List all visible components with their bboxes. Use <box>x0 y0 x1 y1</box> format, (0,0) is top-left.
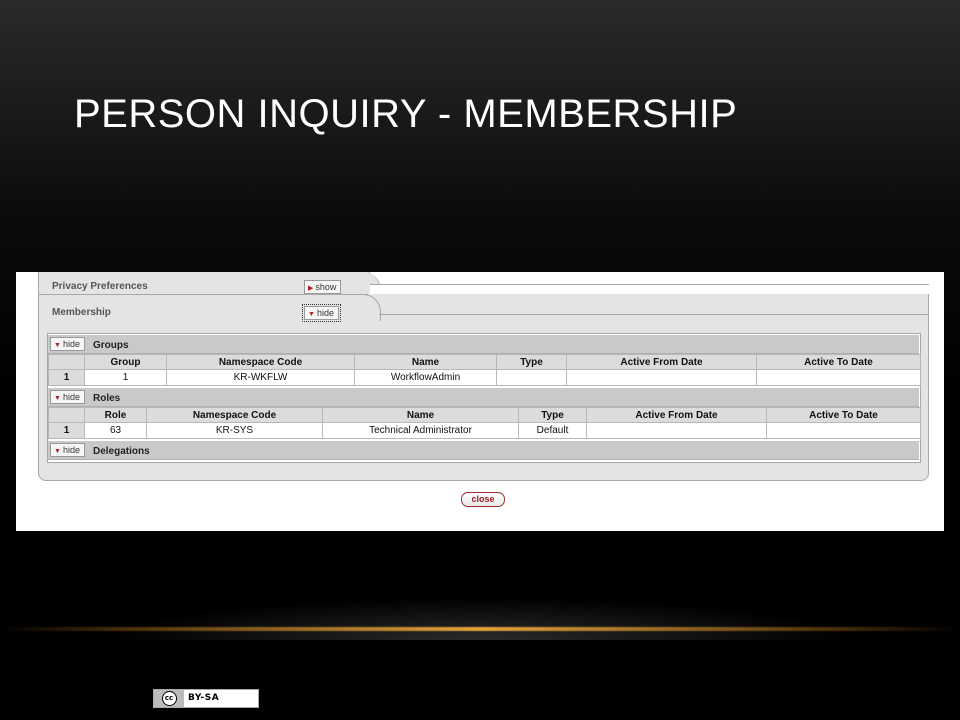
column-header: Name <box>355 355 497 370</box>
close-button[interactable]: close <box>461 492 505 507</box>
privacy-show-label: show <box>315 282 337 292</box>
groups-table <box>48 354 921 386</box>
name-cell: Technical Administrator <box>323 423 519 439</box>
column-header: Active From Date <box>587 408 767 423</box>
column-header: Namespace Code <box>167 355 355 370</box>
type-cell <box>497 370 567 386</box>
group-cell: 1 <box>85 370 167 386</box>
tab-privacy-label: Privacy Preferences <box>52 281 148 292</box>
license-badge[interactable] <box>153 689 259 708</box>
membership-hide-button[interactable] <box>304 306 339 320</box>
tab-membership-label: Membership <box>52 307 111 318</box>
row-number-header <box>49 355 85 370</box>
license-text: BY-SA <box>188 693 220 703</box>
privacy-show-button[interactable] <box>304 280 341 294</box>
caret-right-icon: ▶ <box>308 285 314 292</box>
groups-hide-label: hide <box>62 339 80 349</box>
role-cell: 63 <box>85 423 147 439</box>
active-to-cell <box>767 423 921 439</box>
delegations-title: Delegations <box>93 446 150 457</box>
table-header-row <box>49 355 921 370</box>
accent-line <box>0 627 960 631</box>
roles-title: Roles <box>93 393 121 404</box>
column-header: Role <box>85 408 147 423</box>
delegations-section-bar <box>48 441 919 460</box>
creative-commons-icon: cc <box>154 690 184 707</box>
column-header: Active To Date <box>757 355 921 370</box>
groups-section-bar <box>48 335 919 354</box>
column-header: Type <box>497 355 567 370</box>
tab-membership-rule <box>38 294 368 295</box>
roles-hide-button[interactable] <box>50 390 85 404</box>
person-inquiry-tabs <box>38 272 929 482</box>
groups-hide-button[interactable] <box>50 337 85 351</box>
table-row <box>49 423 921 439</box>
roles-section-bar <box>48 388 919 407</box>
row-number-header <box>49 408 85 423</box>
row-number: 1 <box>49 423 85 439</box>
slide-title: PERSON INQUIRY - MEMBERSHIP <box>74 92 738 136</box>
namespace-cell: KR-SYS <box>147 423 323 439</box>
name-cell: WorkflowAdmin <box>355 370 497 386</box>
roles-hide-label: hide <box>62 392 80 402</box>
screenshot-panel <box>16 272 944 531</box>
caret-down-icon: ▼ <box>308 311 315 318</box>
column-header: Namespace Code <box>147 408 323 423</box>
namespace-cell: KR-WKFLW <box>167 370 355 386</box>
row-number: 1 <box>49 370 85 386</box>
caret-down-icon: ▼ <box>54 448 61 455</box>
tab-membership-rule-ext <box>379 314 929 315</box>
column-header: Active To Date <box>767 408 921 423</box>
membership-hide-label: hide <box>316 308 334 318</box>
caret-down-icon: ▼ <box>54 395 61 402</box>
delegations-hide-label: hide <box>62 445 80 455</box>
delegations-hide-button[interactable] <box>50 443 85 457</box>
column-header: Active From Date <box>567 355 757 370</box>
floor-glow <box>0 540 960 640</box>
column-header: Name <box>323 408 519 423</box>
column-header: Group <box>85 355 167 370</box>
active-from-cell <box>567 370 757 386</box>
active-from-cell <box>587 423 767 439</box>
roles-table <box>48 407 921 439</box>
column-header: Type <box>519 408 587 423</box>
type-cell: Default <box>519 423 587 439</box>
caret-down-icon: ▼ <box>54 342 61 349</box>
groups-title: Groups <box>93 340 129 351</box>
active-to-cell <box>757 370 921 386</box>
table-row <box>49 370 921 386</box>
table-header-row <box>49 408 921 423</box>
